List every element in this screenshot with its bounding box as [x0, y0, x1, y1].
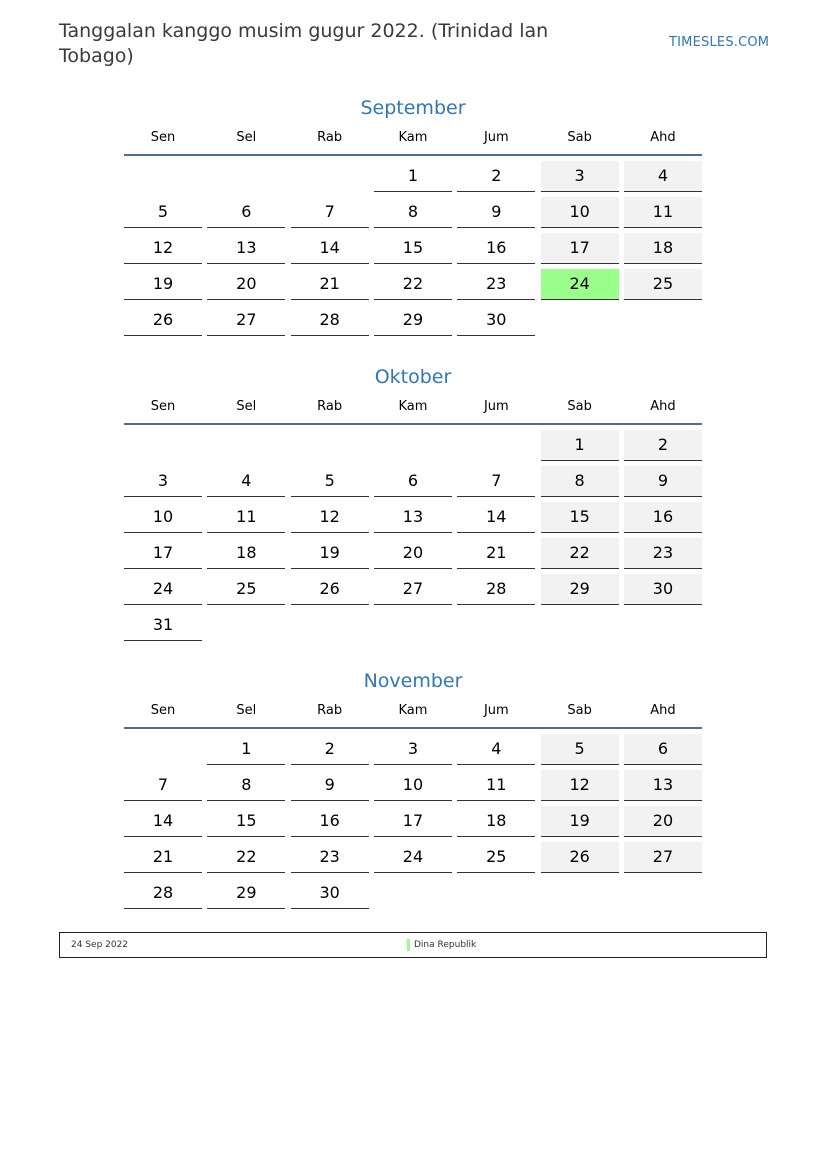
day-cell: 31	[124, 610, 202, 641]
day-cell: 1	[207, 734, 285, 765]
weekday-label: Ahd	[650, 399, 676, 414]
day-cell: 15	[374, 233, 452, 264]
day-cell: 12	[124, 233, 202, 264]
weekday-label: Sen	[150, 703, 176, 718]
day-cell: 19	[541, 806, 619, 837]
day-cell: 4	[207, 466, 285, 497]
day-cell: 23	[624, 538, 702, 569]
weekday-label: Sab	[567, 703, 592, 718]
weekday-label: Ahd	[650, 703, 676, 718]
day-cell: 22	[541, 538, 619, 569]
footer-bar	[59, 932, 767, 958]
day-cell: 21	[457, 538, 535, 569]
day-cell: 20	[374, 538, 452, 569]
month-name: September	[360, 97, 466, 119]
holiday-swatch	[407, 939, 410, 951]
day-cell: 23	[457, 269, 535, 300]
day-cell: 22	[374, 269, 452, 300]
day-cell: 17	[124, 538, 202, 569]
empty-cell	[457, 430, 535, 461]
day-cell: 6	[374, 466, 452, 497]
empty-cell	[207, 430, 285, 461]
weekday-label: Kam	[398, 703, 428, 718]
day-cell: 30	[624, 574, 702, 605]
day-cell: 26	[541, 842, 619, 873]
day-grid	[124, 430, 702, 641]
day-grid	[124, 161, 702, 336]
day-cell: 3	[541, 161, 619, 192]
day-cell: 1	[374, 161, 452, 192]
day-cell: 28	[124, 878, 202, 909]
empty-cell	[207, 161, 285, 192]
day-cell: 4	[624, 161, 702, 192]
empty-cell	[124, 161, 202, 192]
day-cell: 9	[457, 197, 535, 228]
weekday-label: Sel	[236, 399, 257, 414]
day-cell: 3	[124, 466, 202, 497]
day-cell: 23	[291, 842, 369, 873]
day-cell: 24	[124, 574, 202, 605]
footer-date: 24 Sep 2022	[71, 940, 129, 950]
day-cell: 25	[457, 842, 535, 873]
day-cell: 3	[374, 734, 452, 765]
day-cell: 4	[457, 734, 535, 765]
day-cell: 14	[291, 233, 369, 264]
day-grid	[124, 734, 702, 909]
site-link[interactable]: TIMESLES.COM	[669, 35, 770, 50]
day-cell: 2	[624, 430, 702, 461]
day-cell: 15	[541, 502, 619, 533]
weekday-label: Jum	[483, 130, 509, 145]
month-name: Oktober	[374, 366, 452, 388]
weekday-header	[124, 700, 702, 729]
day-cell: 7	[124, 770, 202, 801]
weekday-label: Sen	[150, 399, 176, 414]
day-cell: 28	[291, 305, 369, 336]
day-cell: 22	[207, 842, 285, 873]
day-cell: 27	[624, 842, 702, 873]
day-cell: 13	[624, 770, 702, 801]
weekday-header	[124, 396, 702, 425]
day-cell: 29	[541, 574, 619, 605]
weekday-label: Jum	[483, 399, 509, 414]
month-november	[124, 667, 702, 909]
day-cell: 24	[374, 842, 452, 873]
day-cell: 6	[207, 197, 285, 228]
month-september	[124, 94, 702, 336]
day-cell: 10	[124, 502, 202, 533]
month-oktober	[124, 363, 702, 641]
day-cell: 7	[457, 466, 535, 497]
day-cell: 14	[124, 806, 202, 837]
weekday-label: Sel	[236, 703, 257, 718]
weekday-label: Sab	[567, 399, 592, 414]
weekday-label: Sel	[236, 130, 257, 145]
empty-cell	[291, 161, 369, 192]
weekday-header	[124, 127, 702, 156]
weekday-label: Kam	[398, 399, 428, 414]
day-cell: 27	[207, 305, 285, 336]
weekday-label: Kam	[398, 130, 428, 145]
page-title: Tanggalan kanggo musim gugur 2022. (Trinidad lan Tobago)	[59, 20, 549, 67]
day-cell: 10	[374, 770, 452, 801]
day-cell: 16	[457, 233, 535, 264]
day-cell: 12	[541, 770, 619, 801]
day-cell: 2	[291, 734, 369, 765]
day-cell: 9	[624, 466, 702, 497]
day-cell: 25	[207, 574, 285, 605]
day-cell: 26	[124, 305, 202, 336]
day-cell: 16	[624, 502, 702, 533]
day-cell: 21	[124, 842, 202, 873]
weekday-label: Ahd	[650, 130, 676, 145]
empty-cell	[124, 430, 202, 461]
weekday-label: Sen	[150, 130, 176, 145]
empty-cell	[124, 734, 202, 765]
day-cell: 17	[374, 806, 452, 837]
day-cell: 30	[457, 305, 535, 336]
day-cell: 16	[291, 806, 369, 837]
day-cell: 11	[457, 770, 535, 801]
day-cell-highlighted: 24	[541, 269, 619, 300]
day-cell: 8	[374, 197, 452, 228]
day-cell: 15	[207, 806, 285, 837]
day-cell: 5	[291, 466, 369, 497]
day-cell: 18	[457, 806, 535, 837]
day-cell: 5	[124, 197, 202, 228]
day-cell: 1	[541, 430, 619, 461]
day-cell: 29	[207, 878, 285, 909]
day-cell: 18	[207, 538, 285, 569]
day-cell: 12	[291, 502, 369, 533]
day-cell: 17	[541, 233, 619, 264]
weekday-label: Rab	[317, 130, 343, 145]
day-cell: 19	[291, 538, 369, 569]
weekday-label: Sab	[567, 130, 592, 145]
day-cell: 5	[541, 734, 619, 765]
day-cell: 14	[457, 502, 535, 533]
month-name: November	[363, 670, 463, 692]
day-cell: 28	[457, 574, 535, 605]
day-cell: 6	[624, 734, 702, 765]
day-cell: 18	[624, 233, 702, 264]
day-cell: 11	[207, 502, 285, 533]
day-cell: 10	[541, 197, 619, 228]
day-cell: 25	[624, 269, 702, 300]
weekday-label: Jum	[483, 703, 509, 718]
day-cell: 19	[124, 269, 202, 300]
day-cell: 9	[291, 770, 369, 801]
day-cell: 20	[207, 269, 285, 300]
day-cell: 21	[291, 269, 369, 300]
day-cell: 11	[624, 197, 702, 228]
day-cell: 13	[374, 502, 452, 533]
day-cell: 8	[207, 770, 285, 801]
day-cell: 8	[541, 466, 619, 497]
day-cell: 20	[624, 806, 702, 837]
day-cell: 29	[374, 305, 452, 336]
day-cell: 13	[207, 233, 285, 264]
empty-cell	[374, 430, 452, 461]
weekday-label: Rab	[317, 703, 343, 718]
empty-cell	[291, 430, 369, 461]
day-cell: 30	[291, 878, 369, 909]
legend-label: Dina Republik	[414, 940, 477, 950]
day-cell: 26	[291, 574, 369, 605]
weekday-label: Rab	[317, 399, 343, 414]
day-cell: 27	[374, 574, 452, 605]
day-cell: 2	[457, 161, 535, 192]
day-cell: 7	[291, 197, 369, 228]
